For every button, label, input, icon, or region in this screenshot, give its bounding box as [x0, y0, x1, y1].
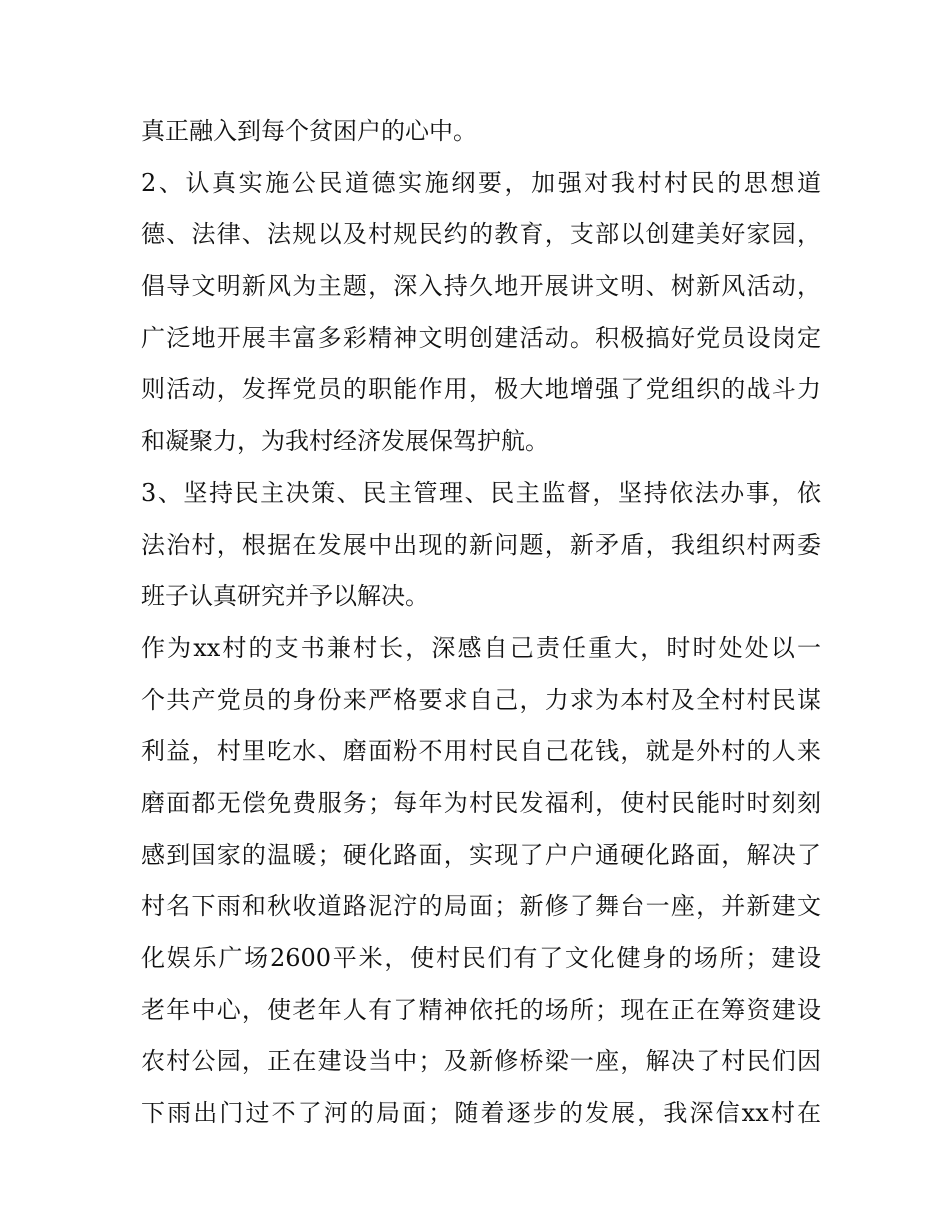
text-line: 真正融入到每个贫困户的心中。 — [141, 117, 477, 145]
text-line: 农村公园，正在建设当中；及新修桥梁一座，解决了村民们因 — [141, 1047, 821, 1076]
text-line: 班子认真研究并予以解决。 — [141, 582, 429, 611]
text-line: 和凝聚力，为我村经济发展保驾护航。 — [141, 427, 549, 456]
text-line: 法治村，根据在发展中出现的新问题，新矛盾，我组织村两委 — [141, 530, 821, 559]
text-line: 下雨出门过不了河的局面；随着逐步的发展，我深信xx村在 — [141, 1099, 821, 1128]
text-line: 利益，村里吃水、磨面粉不用村民自己花钱，就是外村的人来 — [141, 737, 821, 766]
text-line: 磨面都无偿免费服务；每年为村民发福利，使村民能时时刻刻 — [141, 788, 821, 817]
text-line: 德、法律、法规以及村规民约的教育，支部以创建美好家园， — [141, 220, 821, 249]
text-line: 感到国家的温暖；硬化路面，实现了户户通硬化路面，解决了 — [141, 840, 821, 869]
text-line: 作为xx村的支书兼村长，深感自己责任重大，时时处处以一 — [141, 633, 821, 662]
text-line: 个共产党员的身份来严格要求自己，力求为本村及全村村民谋 — [141, 685, 821, 714]
text-line: 倡导文明新风为主题，深入持久地开展讲文明、树新风活动， — [141, 272, 821, 301]
text-line: 村名下雨和秋收道路泥泞的局面；新修了舞台一座，并新建文 — [141, 892, 821, 921]
text-line: 广泛地开展丰富多彩精神文明创建活动。积极搞好党员设岗定 — [141, 323, 821, 352]
body-text — [141, 106, 821, 1140]
text-line: 2、认真实施公民道德实施纲要，加强对我村村民的思想道 — [141, 168, 821, 197]
text-line: 化娱乐广场2600平米，使村民们有了文化健身的场所；建设 — [141, 944, 821, 972]
text-line: 3、坚持民主决策、民主管理、民主监督，坚持依法办事，依 — [141, 478, 821, 507]
text-line: 则活动，发挥党员的职能作用，极大地增强了党组织的战斗力 — [141, 375, 821, 404]
text-line: 老年中心，使老年人有了精神依托的场所；现在正在筹资建设 — [141, 995, 821, 1024]
